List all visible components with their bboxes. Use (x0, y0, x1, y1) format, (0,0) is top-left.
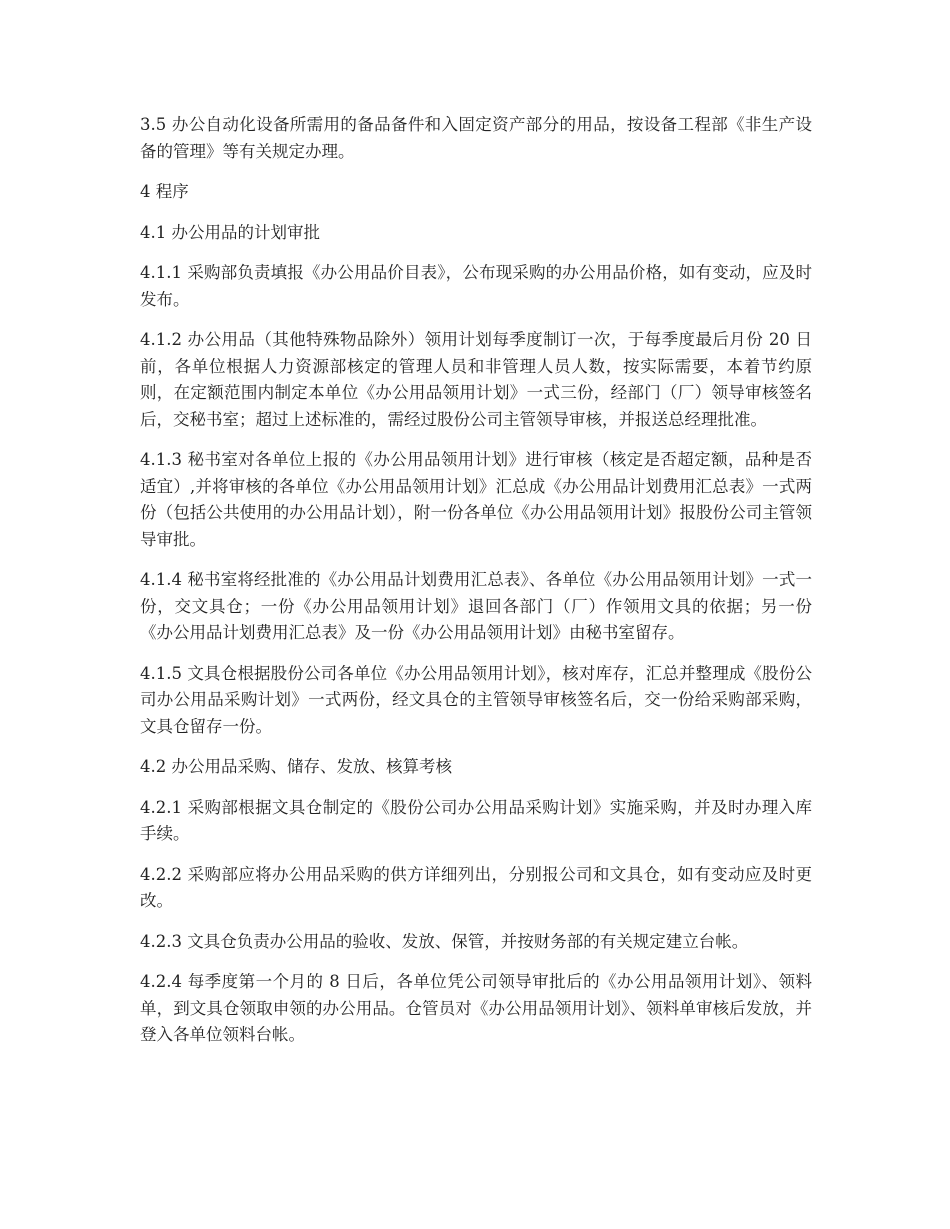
paragraph-4-2-1: 4.2.1 采购部根据文具仓制定的《股份公司办公用品采购计划》实施采购，并及时办理入库手续。 (140, 797, 812, 843)
paragraph-4-2-3: 4.2.3 文具仓负责办公用品的验收、发放、保管，并按财务部的有关规定建立台帐。 (140, 931, 749, 951)
document-body (140, 112, 812, 1063)
paragraph-4-1-5: 4.1.5 文具仓根据股份公司各单位《办公用品领用计划》，核对库存，汇总并整理成《股份公司办公用品采购计划》一式两份，经文具仓的主管领导审核签名后，交一份给采购部采购，文具仓留存一份。 (140, 663, 812, 736)
paragraph-4-1-4: 4.1.4 秘书室将经批准的《办公用品计划费用汇总表》、各单位《办公用品领用计划》一式一份，交文具仓；一份《办公用品领用计划》退回各部门（厂）作领用文具的依据；另一份《办公用品计划费用汇总表》及一份《办公用品领用计划》由秘书室留存。 (140, 570, 812, 642)
paragraph-3-5: 3.5 办公自动化设备所需用的备品备件和入固定资产部分的用品，按设备工程部《非生产设备的管理》等有关规定办理。 (140, 115, 812, 161)
paragraph-4-2-4: 4.2.4 每季度第一个月的 8 日后，各单位凭公司领导审批后的《办公用品领用计划》、领料单，到文具仓领取申领的办公用品。仓管员对《办公用品领用计划》、领料单审核后发放，并登入各单位领料台帐。 (140, 972, 812, 1044)
paragraph-4-2-2: 4.2.2 采购部应将办公用品采购的供方详细列出，分别报公司和文具仓，如有变动应及时更改。 (140, 864, 812, 910)
paragraph-4-1-3: 4.1.3 秘书室对各单位上报的《办公用品领用计划》进行审核（核定是否超定额，品种是否适宜）,并将审核的各单位《办公用品领用计划》汇总成《办公用品计划费用汇总表》一式两份（包括公共使用的办公用品计划），附一份各单位《办公用品领用计划》报股份公司主管领导审批。 (140, 450, 812, 549)
paragraph-4-1-1: 4.1.1 采购部负责填报《办公用品价目表》，公布现采购的办公用品价格，如有变动，应及时发布。 (140, 263, 812, 309)
heading-4-1: 4.1 办公用品的计划审批 (140, 222, 320, 242)
heading-4-2: 4.2 办公用品采购、储存、发放、核算考核 (140, 757, 452, 776)
heading-4-procedure: 4 程序 (140, 182, 189, 201)
paragraph-4-1-2: 4.1.2 办公用品（其他特殊物品除外）领用计划每季度制订一次，于每季度最后月份 20 日前，各单位根据人力资源部核定的管理人员和非管理人员人数，按实际需要，本着节约原则，在定额范围内制定本单位《办公用品领用计划》一式三份，经部门（厂）领导审核签名后，交秘书室；超过上述标准的，需经过股份公司主管领导审核，并报送总经理批准。 (140, 330, 812, 429)
